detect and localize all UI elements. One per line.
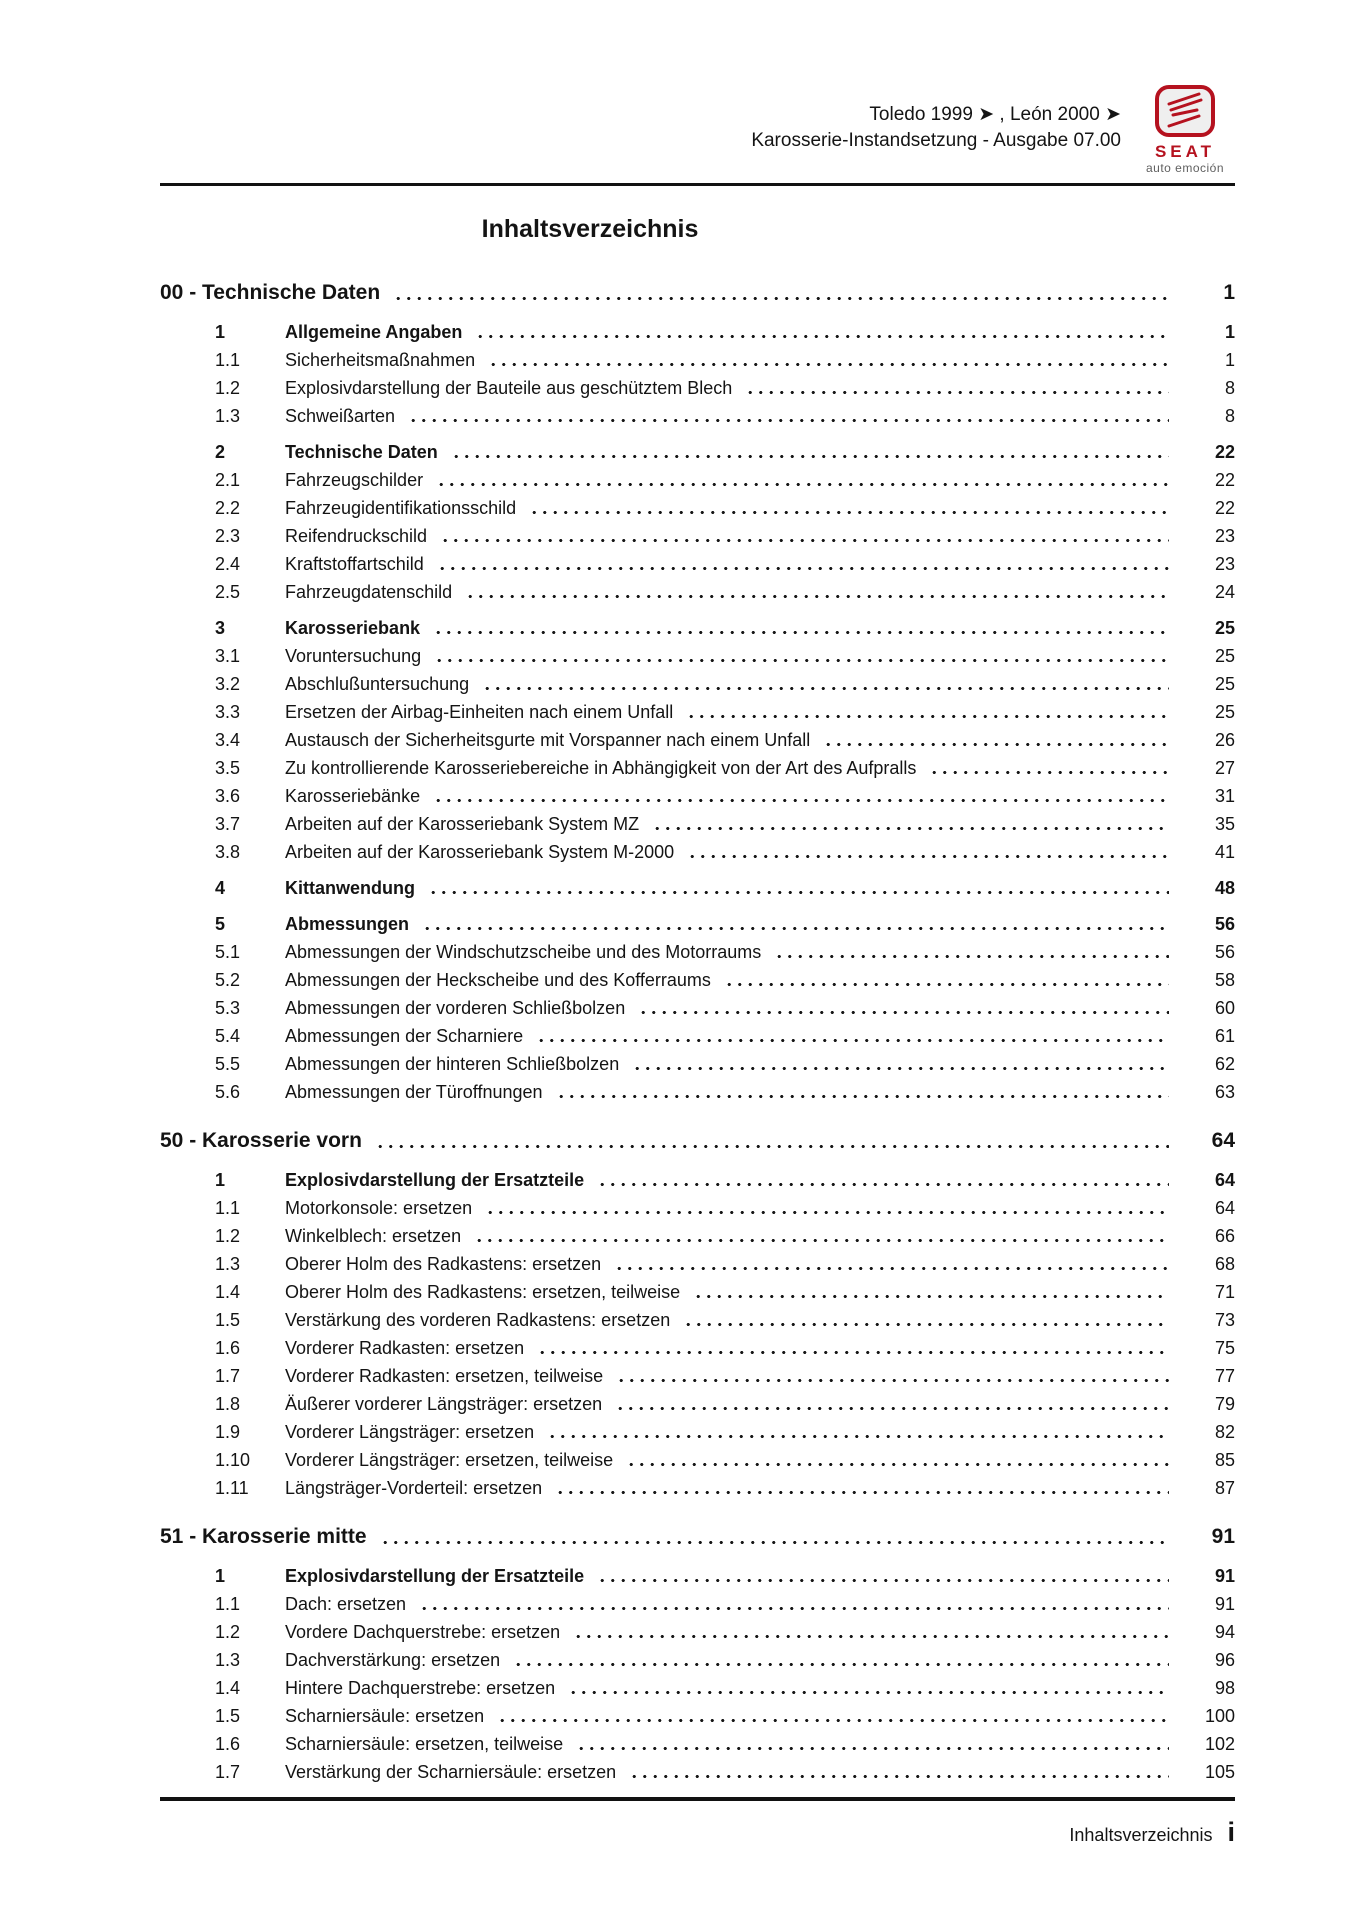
- toc-entry: [160, 642, 1235, 670]
- dot-leader: [687, 854, 1169, 859]
- entry-title: Kraftstoffartschild: [285, 554, 424, 574]
- entry-number: 1.5: [215, 1706, 241, 1726]
- entry-title: Vorderer Radkasten: ersetzen: [285, 1338, 525, 1358]
- entry-page: 60: [1214, 998, 1235, 1018]
- dot-leader: [513, 1662, 1169, 1667]
- entry-title: Winkelblech: ersetzen: [285, 1226, 462, 1246]
- entry-number: 3.2: [215, 674, 241, 694]
- section-page: 91: [1211, 1525, 1235, 1548]
- dot-leader: [419, 1606, 1169, 1611]
- page-header: [160, 84, 1235, 175]
- entry-title: Verstärkung der Scharniersäule: ersetzen: [285, 1762, 617, 1782]
- entry-number: 2: [215, 442, 226, 462]
- dot-leader: [375, 1144, 1169, 1149]
- toc-entry: [160, 1618, 1235, 1646]
- toc-entry: [160, 1250, 1235, 1278]
- entry-page: 22: [1214, 442, 1235, 462]
- entry-number: 1.2: [215, 1622, 241, 1642]
- entry-page: 56: [1214, 942, 1235, 962]
- entry-number: 1.11: [215, 1478, 249, 1498]
- dot-leader: [629, 1774, 1169, 1779]
- toc-entry: [160, 1446, 1235, 1474]
- entry-number: 1.4: [215, 1678, 241, 1698]
- entry-title: Fahrzeugdatenschild: [285, 582, 453, 602]
- entry-page: 64: [1214, 1170, 1235, 1190]
- entry-page: 91: [1214, 1566, 1235, 1586]
- entry-title: Ersetzen der Airbag-Einheiten nach einem Unfall: [285, 702, 674, 722]
- entry-page: 23: [1214, 526, 1235, 546]
- entry-number: 1.8: [215, 1394, 241, 1414]
- entry-page: 77: [1214, 1366, 1235, 1386]
- dot-leader: [436, 482, 1169, 487]
- entry-title: Äußerer vorderer Längsträger: ersetzen: [285, 1394, 603, 1414]
- toc-section-header: [160, 1124, 1235, 1158]
- dot-leader: [433, 798, 1169, 803]
- entry-page: 98: [1214, 1678, 1235, 1698]
- toc-entry: [160, 522, 1235, 550]
- seat-brand: SEAT: [1154, 142, 1216, 161]
- entry-title: Oberer Holm des Radkastens: ersetzen: [285, 1254, 602, 1274]
- dot-leader: [774, 954, 1169, 959]
- entry-page: 79: [1214, 1394, 1235, 1414]
- toc-entry: [160, 726, 1235, 754]
- toc-entry: [160, 938, 1235, 966]
- header-model-line: Toledo 1999 ➤ , León 2000 ➤: [869, 104, 1121, 125]
- entry-title: Arbeiten auf der Karosseriebank System M-2000: [285, 842, 675, 862]
- entry-title: Abmessungen der vorderen Schließbolzen: [285, 998, 626, 1018]
- entry-title: Motorkonsole: ersetzen: [285, 1198, 473, 1218]
- dot-leader: [568, 1690, 1169, 1695]
- entry-title: Zu kontrollierende Karosseriebereiche in Abhängigkeit von der Art des Aufpralls: [285, 758, 917, 778]
- entry-number: 1.1: [215, 1594, 241, 1614]
- toc-entry: [160, 838, 1235, 866]
- toc-entry: [160, 318, 1235, 346]
- dot-leader: [616, 1378, 1169, 1383]
- entry-number: 1.6: [215, 1338, 241, 1358]
- dot-leader: [474, 1238, 1169, 1243]
- entry-page: 105: [1204, 1762, 1235, 1782]
- toc-entry: [160, 1334, 1235, 1362]
- toc-entry: [160, 782, 1235, 810]
- dot-leader: [428, 890, 1169, 895]
- entry-title: Allgemeine Angaben: [285, 322, 463, 342]
- entry-number: 1.2: [215, 378, 241, 398]
- entry-title: Explosivdarstellung der Ersatzteile: [285, 1566, 585, 1586]
- entry-page: 25: [1214, 618, 1235, 638]
- entry-title: Längsträger-Vorderteil: ersetzen: [285, 1478, 543, 1498]
- entry-title: Voruntersuchung: [285, 646, 422, 666]
- entry-page: 85: [1214, 1450, 1235, 1470]
- entry-page: 8: [1224, 378, 1235, 398]
- entry-number: 3.8: [215, 842, 241, 862]
- toc-entry: [160, 374, 1235, 402]
- entry-number: 3.4: [215, 730, 241, 750]
- toc-entry: [160, 1674, 1235, 1702]
- entry-title: Technische Daten: [285, 442, 438, 462]
- entry-title: Vordere Dachquerstrebe: ersetzen: [285, 1622, 561, 1642]
- toc-entry: [160, 1022, 1235, 1050]
- section-page: 1: [1223, 281, 1235, 304]
- toc-entry: [160, 874, 1235, 902]
- dot-leader: [693, 1294, 1169, 1299]
- entry-page: 27: [1214, 758, 1235, 778]
- toc-section-header: [160, 276, 1235, 310]
- entry-page: 100: [1204, 1706, 1235, 1726]
- entry-number: 1.9: [215, 1422, 241, 1442]
- entry-number: 1: [215, 1566, 226, 1586]
- toc-entry: [160, 698, 1235, 726]
- entry-page: 1: [1224, 350, 1235, 370]
- dot-leader: [537, 1350, 1169, 1355]
- toc-entry: [160, 1474, 1235, 1502]
- entry-title: Explosivdarstellung der Ersatzteile: [285, 1170, 585, 1190]
- toc-entry: [160, 466, 1235, 494]
- header-manual-line: Karosserie-Instandsetzung - Ausgabe 07.00: [751, 130, 1121, 151]
- entry-page: 68: [1214, 1254, 1235, 1274]
- toc-entry: [160, 1730, 1235, 1758]
- dot-leader: [488, 362, 1169, 367]
- entry-page: 96: [1214, 1650, 1235, 1670]
- toc-entry: [160, 438, 1235, 466]
- entry-page: 75: [1214, 1338, 1235, 1358]
- dot-leader: [823, 742, 1169, 747]
- header-rule: [160, 183, 1235, 186]
- toc-entry: [160, 1078, 1235, 1106]
- entry-number: 1.5: [215, 1310, 241, 1330]
- entry-title: Austausch der Sicherheitsgurte mit Vorspanner nach einem Unfall: [285, 730, 811, 750]
- entry-title: Schweißarten: [285, 406, 396, 426]
- dot-leader: [929, 770, 1169, 775]
- dot-leader: [408, 418, 1169, 423]
- entry-number: 1: [215, 322, 226, 342]
- entry-number: 3.1: [215, 646, 241, 666]
- entry-number: 1.2: [215, 1226, 241, 1246]
- entry-title: Fahrzeugidentifikationsschild: [285, 498, 517, 518]
- entry-page: 102: [1204, 1734, 1235, 1754]
- toc-entry: [160, 1362, 1235, 1390]
- dot-leader: [440, 538, 1169, 543]
- dot-leader: [433, 630, 1169, 635]
- entry-page: 48: [1214, 878, 1235, 898]
- dot-leader: [632, 1066, 1169, 1071]
- entry-page: 24: [1214, 582, 1235, 602]
- dot-leader: [434, 658, 1169, 663]
- dot-leader: [529, 510, 1169, 515]
- dot-leader: [614, 1266, 1169, 1271]
- toc-entry: [160, 494, 1235, 522]
- dot-leader: [597, 1578, 1169, 1583]
- toc-entry: [160, 1702, 1235, 1730]
- toc-entry: [160, 1758, 1235, 1786]
- entry-number: 1.1: [215, 350, 241, 370]
- entry-page: 1: [1224, 322, 1235, 342]
- dot-leader: [626, 1462, 1169, 1467]
- dot-leader: [437, 566, 1169, 571]
- entry-page: 82: [1214, 1422, 1235, 1442]
- toc-entry: [160, 1222, 1235, 1250]
- entry-number: 1.6: [215, 1734, 241, 1754]
- dot-leader: [547, 1434, 1169, 1439]
- entry-page: 22: [1214, 470, 1235, 490]
- dot-leader: [686, 714, 1169, 719]
- toc-entry: [160, 578, 1235, 606]
- seat-emblem-icon: [1154, 125, 1216, 142]
- entry-number: 5.2: [215, 970, 241, 990]
- entry-number: 1.7: [215, 1762, 241, 1782]
- entry-title: Abmessungen der Heckscheibe und des Kofferraums: [285, 970, 711, 990]
- footer-chapter-label: Inhaltsverzeichnis: [1069, 1825, 1213, 1845]
- entry-page: 58: [1214, 970, 1235, 990]
- dot-leader: [393, 296, 1169, 301]
- entry-title: Karosseriebank: [285, 618, 421, 638]
- entry-title: Explosivdarstellung der Bauteile aus geschütztem Blech: [285, 378, 733, 398]
- toc-entry: [160, 1646, 1235, 1674]
- entry-page: 8: [1224, 406, 1235, 426]
- entry-title: Vorderer Längsträger: ersetzen: [285, 1422, 535, 1442]
- entry-page: 94: [1214, 1622, 1235, 1642]
- dot-leader: [536, 1038, 1169, 1043]
- entry-title: Fahrzeugschilder: [285, 470, 424, 490]
- entry-page: 25: [1214, 646, 1235, 666]
- dot-leader: [475, 334, 1169, 339]
- toc-entry: [160, 1390, 1235, 1418]
- entry-number: 1.3: [215, 406, 241, 426]
- entry-number: 5: [215, 914, 226, 934]
- dot-leader: [451, 454, 1169, 459]
- dot-leader: [485, 1210, 1169, 1215]
- entry-title: Verstärkung des vorderen Radkastens: ersetzen: [285, 1310, 671, 1330]
- entry-page: 71: [1214, 1282, 1235, 1302]
- entry-title: Abmessungen der Windschutzscheibe und des Motorraums: [285, 942, 762, 962]
- entry-page: 25: [1214, 674, 1235, 694]
- entry-title: Scharniersäule: ersetzen: [285, 1706, 485, 1726]
- entry-title: Abschlußuntersuchung: [285, 674, 470, 694]
- entry-title: Abmessungen der Scharniere: [285, 1026, 524, 1046]
- toc-entry: [160, 670, 1235, 698]
- section-label: 00 - Technische Daten: [160, 281, 381, 304]
- toc-entry: [160, 1418, 1235, 1446]
- entry-number: 3.7: [215, 814, 241, 834]
- entry-page: 56: [1214, 914, 1235, 934]
- entry-number: 2.4: [215, 554, 241, 574]
- entry-page: 23: [1214, 554, 1235, 574]
- entry-page: 25: [1214, 702, 1235, 722]
- toc-entry: [160, 550, 1235, 578]
- entry-number: 5.3: [215, 998, 241, 1018]
- entry-number: 1.10: [215, 1450, 251, 1470]
- header-text: [751, 102, 1121, 154]
- dot-leader: [497, 1718, 1169, 1723]
- dot-leader: [597, 1182, 1169, 1187]
- entry-number: 4: [215, 878, 226, 898]
- entry-title: Kittanwendung: [285, 878, 415, 898]
- footer-page-number: i: [1227, 1817, 1235, 1847]
- dot-leader: [638, 1010, 1169, 1015]
- toc-entry: [160, 754, 1235, 782]
- dot-leader: [683, 1322, 1169, 1327]
- footer-rule: [160, 1797, 1235, 1801]
- entry-number: 3.5: [215, 758, 241, 778]
- toc-section-header: [160, 1520, 1235, 1554]
- entry-title: Hintere Dachquerstrebe: ersetzen: [285, 1678, 556, 1698]
- entry-number: 2.1: [215, 470, 241, 490]
- entry-page: 61: [1214, 1026, 1235, 1046]
- seat-logo: [1135, 84, 1235, 175]
- dot-leader: [422, 926, 1169, 931]
- entry-title: Reifendruckschild: [285, 526, 428, 546]
- entry-number: 1.3: [215, 1650, 241, 1670]
- entry-title: Dachverstärkung: ersetzen: [285, 1650, 501, 1670]
- toc-entry: [160, 994, 1235, 1022]
- entry-number: 2.2: [215, 498, 241, 518]
- entry-number: 1.7: [215, 1366, 241, 1386]
- toc-list: [160, 276, 1235, 1786]
- entry-number: 5.4: [215, 1026, 241, 1046]
- entry-page: 63: [1214, 1082, 1235, 1102]
- entry-page: 41: [1214, 842, 1235, 862]
- page-title: Inhaltsverzeichnis: [481, 215, 699, 243]
- entry-title: Vorderer Radkasten: ersetzen, teilweise: [285, 1366, 604, 1386]
- toc-entry: [160, 346, 1235, 374]
- toc-entry: [160, 1590, 1235, 1618]
- entry-page: 87: [1214, 1478, 1235, 1498]
- entry-number: 1.1: [215, 1198, 241, 1218]
- entry-number: 1.3: [215, 1254, 241, 1274]
- entry-number: 1.4: [215, 1282, 241, 1302]
- entry-title: Abmessungen: [285, 914, 410, 934]
- entry-number: 2.3: [215, 526, 241, 546]
- seat-tagline: auto emoción: [1145, 161, 1225, 175]
- entry-page: 31: [1214, 786, 1235, 806]
- dot-leader: [555, 1490, 1169, 1495]
- entry-page: 26: [1214, 730, 1235, 750]
- page-footer: [160, 1797, 1235, 1848]
- entry-page: 91: [1214, 1594, 1235, 1614]
- entry-page: 73: [1214, 1310, 1235, 1330]
- entry-page: 35: [1214, 814, 1235, 834]
- dot-leader: [576, 1746, 1169, 1751]
- entry-number: 5.5: [215, 1054, 241, 1074]
- entry-title: Abmessungen der hinteren Schließbolzen: [285, 1054, 620, 1074]
- entry-title: Karosseriebänke: [285, 786, 421, 806]
- dot-leader: [482, 686, 1169, 691]
- section-page: 64: [1211, 1129, 1235, 1152]
- dot-leader: [465, 594, 1169, 599]
- entry-title: Vorderer Längsträger: ersetzen, teilweise: [285, 1450, 614, 1470]
- entry-title: Scharniersäule: ersetzen, teilweise: [285, 1734, 564, 1754]
- entry-number: 5.1: [215, 942, 241, 962]
- entry-title: Arbeiten auf der Karosseriebank System MZ: [285, 814, 640, 834]
- entry-number: 1: [215, 1170, 226, 1190]
- entry-title: Dach: ersetzen: [285, 1594, 407, 1614]
- dot-leader: [724, 982, 1169, 987]
- entry-page: 62: [1214, 1054, 1235, 1074]
- toc-entry: [160, 966, 1235, 994]
- entry-page: 64: [1214, 1198, 1235, 1218]
- section-label: 51 - Karosserie mitte: [160, 1525, 367, 1548]
- dot-leader: [573, 1634, 1169, 1639]
- dot-leader: [380, 1540, 1169, 1545]
- toc-entry: [160, 910, 1235, 938]
- entry-number: 3.6: [215, 786, 241, 806]
- entry-number: 3: [215, 618, 226, 638]
- toc-entry: [160, 614, 1235, 642]
- footer-line: [160, 1817, 1235, 1848]
- toc-entry: [160, 1194, 1235, 1222]
- entry-title: Abmessungen der Türoffnungen: [285, 1082, 543, 1102]
- toc-entry: [160, 1306, 1235, 1334]
- section-label: 50 - Karosserie vorn: [160, 1129, 362, 1152]
- entry-title: Sicherheitsmaßnahmen: [285, 350, 476, 370]
- toc-entry: [160, 1050, 1235, 1078]
- entry-number: 3.3: [215, 702, 241, 722]
- toc-entry: [160, 402, 1235, 430]
- dot-leader: [615, 1406, 1169, 1411]
- entry-page: 22: [1214, 498, 1235, 518]
- toc-entry: [160, 1562, 1235, 1590]
- entry-title: Oberer Holm des Radkastens: ersetzen, teilweise: [285, 1282, 681, 1302]
- dot-leader: [745, 390, 1169, 395]
- toc-entry: [160, 1278, 1235, 1306]
- toc-entry: [160, 1166, 1235, 1194]
- toc-entry: [160, 810, 1235, 838]
- entry-number: 2.5: [215, 582, 241, 602]
- entry-number: 5.6: [215, 1082, 241, 1102]
- dot-leader: [652, 826, 1169, 831]
- entry-page: 66: [1214, 1226, 1235, 1246]
- dot-leader: [556, 1094, 1169, 1099]
